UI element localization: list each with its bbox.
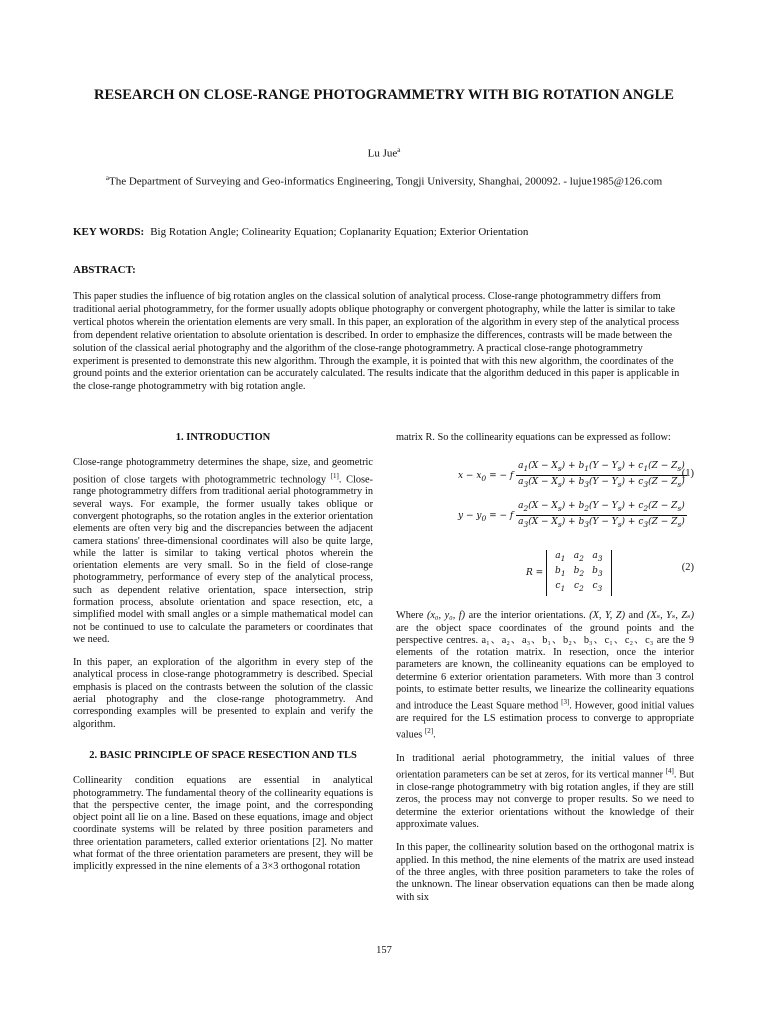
- rp1-e: . However, good initial values are required for the LS estimation process to converge to appropriate values: [396, 700, 694, 741]
- rp1-d: are the object space coordinates of the ground points and the perspective centres. a₁、a₂、a₃、b₁、b₂、b₃、c₁、c₂、c₃ are the 9 elements of the rotation matrix. In resection, once the interior parameters are known, the collineanity equations can be employed to determine 6 exterior orientation parameters. With more than 3 control points, to estimate better results, we linearize the collinearity equations and introduce the Least Square method: [396, 622, 694, 712]
- keywords: [73, 226, 528, 238]
- rp2-b: . But in close-range photogrammetry with big rotation angles, if they are still zeros, the process may not converge to proper results. So we need to determine the exterior orientations without the knowledge of their approximate values.: [396, 769, 695, 831]
- rp1-a: Where: [396, 610, 424, 622]
- affiliation-text: The Department of Surveying and Geo-informatics Engineering, Tongji University, Shanghai, 200092. - lujue1985@126.com: [108, 175, 663, 188]
- keywords-label: KEY WORDS:: [73, 226, 145, 238]
- rp1-sym1: (x₀, y₀, f): [426, 610, 466, 622]
- intro-p1-b: . Close-range photogrammetry differs from traditional aerial photogrammetry in several ways. For example, the former usually takes oblique or convergent photographs, so the rotation angles in the exterior orientation elements are often very big and the discrepancies between the adjacent camera stations' three-dimensional coordinates will also be quite large, while the latter is similar to taking vertical photos wherein the orientation elements are very small. So in the field of close-range photogrammetry, performance of every step of the analytical process, such as dependent relative orientation, space intersection, strip formation process, absolute orientation and space resection, etc, a simplified model with small angles or a simple mathematical model can not be continued to use to calculate the parameters or coordinates that we need.: [73, 474, 373, 645]
- rp2-a: In traditional aerial photogrammetry, the initial values of three orientation parameters can be set at zeros, for its vertical manner: [396, 753, 694, 781]
- right-column: [396, 432, 694, 915]
- intro-p1-a: Close-range photogrammetry determines the shape, size, and geometric position of close targets with photogrammetric technology: [73, 457, 373, 486]
- rp1-f: .: [433, 729, 436, 741]
- section-1-heading: 1. INTRODUCTION: [175, 432, 271, 443]
- equation-1-x: $x - x_0$ = − f $\frac{a_1(X - X_s) + b_1(Y - Y_s) + c_1(Z - Z_s)}{a_3(X - X_s) + b_3(Y - Y_s) + c_3(Z - Z_s)}$: [458, 461, 685, 490]
- equation-2-block: [396, 550, 694, 600]
- ref-3: [3]: [561, 698, 570, 707]
- author-mark: a: [397, 146, 401, 154]
- equation-2-number: (2): [681, 562, 694, 574]
- right-paragraph-3: In this paper, the collinearity solution based on the orthogonal matrix is applied. In this method, the nine elements of the matrix are used instead of the three angles, with three position parameters to take the roles of the unknown. The linear observation equations can then be made along with six: [396, 842, 694, 903]
- keywords-text: Big Rotation Angle; Colinearity Equation; Coplanarity Equation; Exterior Orientation: [150, 226, 529, 238]
- rp1-b: are the interior orientations.: [468, 610, 586, 622]
- equation-1-number: (1): [681, 468, 694, 480]
- equation-1-y: $y - y_0$ = − f $\frac{a_2(X - X_s) + b_2(Y - Y_s) + c_2(Z - Z_s)}{a_3(X - X_s) + b_3(Y - Y_s) + c_3(Z - Z_s)}$: [458, 501, 685, 530]
- rp1-sym2: (X, Y, Z): [589, 610, 626, 622]
- ref-1: [1]: [330, 471, 339, 480]
- right-paragraph-2: [396, 753, 694, 831]
- section-2-heading: 2. BASIC PRINCIPLE OF SPACE RESECTION AND TLS: [89, 749, 357, 761]
- page-number: 157: [376, 945, 392, 956]
- ref-2: [2]: [424, 727, 434, 736]
- intro-paragraph-2: In this paper, an exploration of the algorithm in every step of the analytical process in close-range photogrammetry is described. Special emphasis is placed on the contrasts between the solution of the classic aerial photography and the close-range photogrammetry. And corresponding examples will be presented to explain and verify the algorithm.: [73, 657, 373, 730]
- right-paragraph-0: matrix R. So the collinearity equations can be expressed as follow:: [396, 432, 671, 443]
- rotation-matrix: R = $a_1$ $a_2$ $a_3$ $b_1$ $b_2$ $b_3$ $c_1$ $c_2$ $c_3$: [526, 550, 612, 595]
- affiliation-mark: a: [105, 174, 109, 182]
- abstract-heading: ABSTRACT:: [73, 264, 136, 276]
- intro-paragraph-1: [73, 457, 373, 646]
- paper-title: RESEARCH ON CLOSE-RANGE PHOTOGRAMMETRY WITH BIG ROTATION ANGLE: [94, 87, 674, 103]
- right-paragraph-1: [396, 610, 694, 742]
- abstract-body: This paper studies the influence of big rotation angles on the classical solution of analytical process. Close-range photogrammetry differs from traditional aerial photogrammetry, for the former usually adopts oblique photography or convergent photography, while the latter is similar to take vertical photos wherein the orientation elements are very small. In this paper, an exploration of the algorithm in every step of the analytical process from dependent relative orientation to absolute orientation is described. In order to emphasize the differences, contrasts will be made between the solution of the classical aerial photography and the algorithm of the close-range photogrammetry. A practical close-range photogrammetry experiment is presented to demonstrate this new algorithm. Through the example, it is pointed that with this new algorithm, the coordinates of the ground points and the exterior orientation can be accurately calculated. The results indicate that the algorithm deduced in this paper is applicable in the close-range photogrammetry with big rotation angle.: [73, 291, 680, 393]
- equation-block: [396, 460, 694, 550]
- author-name: Lu Jue: [367, 147, 398, 160]
- affiliation: [100, 171, 668, 190]
- ref-4: [4]: [665, 767, 674, 776]
- rp1-sym3: (Xₛ, Yₛ, Zₛ): [646, 610, 695, 622]
- rp1-c: and: [628, 610, 644, 622]
- author-line: [60, 146, 708, 160]
- sec2-paragraph-1: Collinearity condition equations are essential in analytical photogrammetry. The fundamental theory of the collinearity equations is that the perspective center, the image point, and the corresponding object point all lie on a line. Based on these equations, image and object coordinate systems will be related by three position parameters and three orientation parameters, called exterior orientations [2]. No matter what format of the three orientation parameters are present, they will be implicitly expressed in the nine elements of a 3×3 orthogonal rotation: [73, 775, 373, 873]
- left-column: [73, 432, 373, 885]
